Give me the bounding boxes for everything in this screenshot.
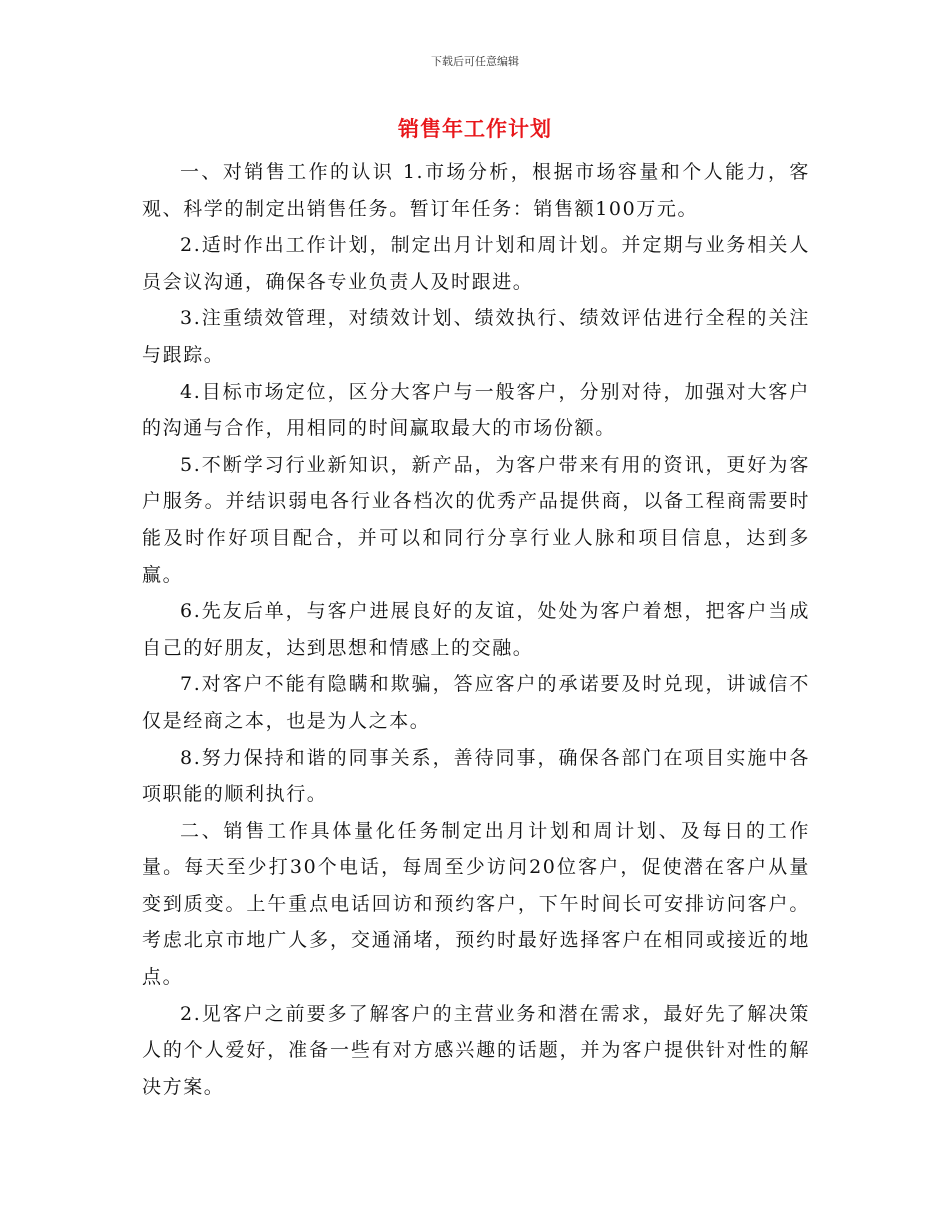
paragraph: 2.适时作出工作计划，制定出月计划和周计划。并定期与业务相关人员会议沟通，确保各专业负责人及时跟进。 [142,234,810,293]
paragraph: 二、销售工作具体量化任务制定出月计划和周计划、及每日的工作量。每天至少打30个电话，每周至少访问20位客户，促使潜在客户从量变到质变。上午重点电话回访和预约客户，下午时间长可安排访问客户。考虑北京市地广人多，交通涌堵，预约时最好选择客户在相同或接近的地点。 [142,819,810,989]
paragraph: 4.目标市场定位，区分大客户与一般客户，分别对待，加强对大客户的沟通与合作，用相同的时间赢取最大的市场份额。 [142,380,810,440]
paragraph: 2.见客户之前要多了解客户的主营业务和潜在需求，最好先了解决策人的个人爱好，准备一些有对方感兴趣的话题，并为客户提供针对性的解决方案。 [142,1002,810,1098]
paragraph: 5.不断学习行业新知识，新产品，为客户带来有用的资讯，更好为客户服务。并结识弱电各行业各档次的优秀产品提供商，以备工程商需要时能及时作好项目配合，并可以和同行分享行业人脉和项目信息，达到多赢。 [142,453,810,586]
paragraph: 一、对销售工作的认识 1.市场分析，根据市场容量和个人能力，客观、科学的制定出销售任务。暂订年任务：销售额100万元。 [142,161,810,220]
paragraph: 7.对客户不能有隐瞒和欺骗，答应客户的承诺要及时兑现，讲诚信不仅是经商之本，也是为人之本。 [142,673,810,732]
paragraph: 8.努力保持和谐的同事关系，善待同事，确保各部门在项目实施中各项职能的顺利执行。 [142,746,810,806]
document-title: 销售年工作计划 [398,117,552,141]
paragraph: 6.先友后单，与客户进展良好的友谊，处处为客户着想，把客户当成自己的好朋友，达到思想和情感上的交融。 [142,600,810,659]
document-body [142,154,810,1105]
paragraph: 3.注重绩效管理，对绩效计划、绩效执行、绩效评估进行全程的关注与跟踪。 [142,307,810,366]
header-note: 下载后可任意编辑 [431,55,519,68]
